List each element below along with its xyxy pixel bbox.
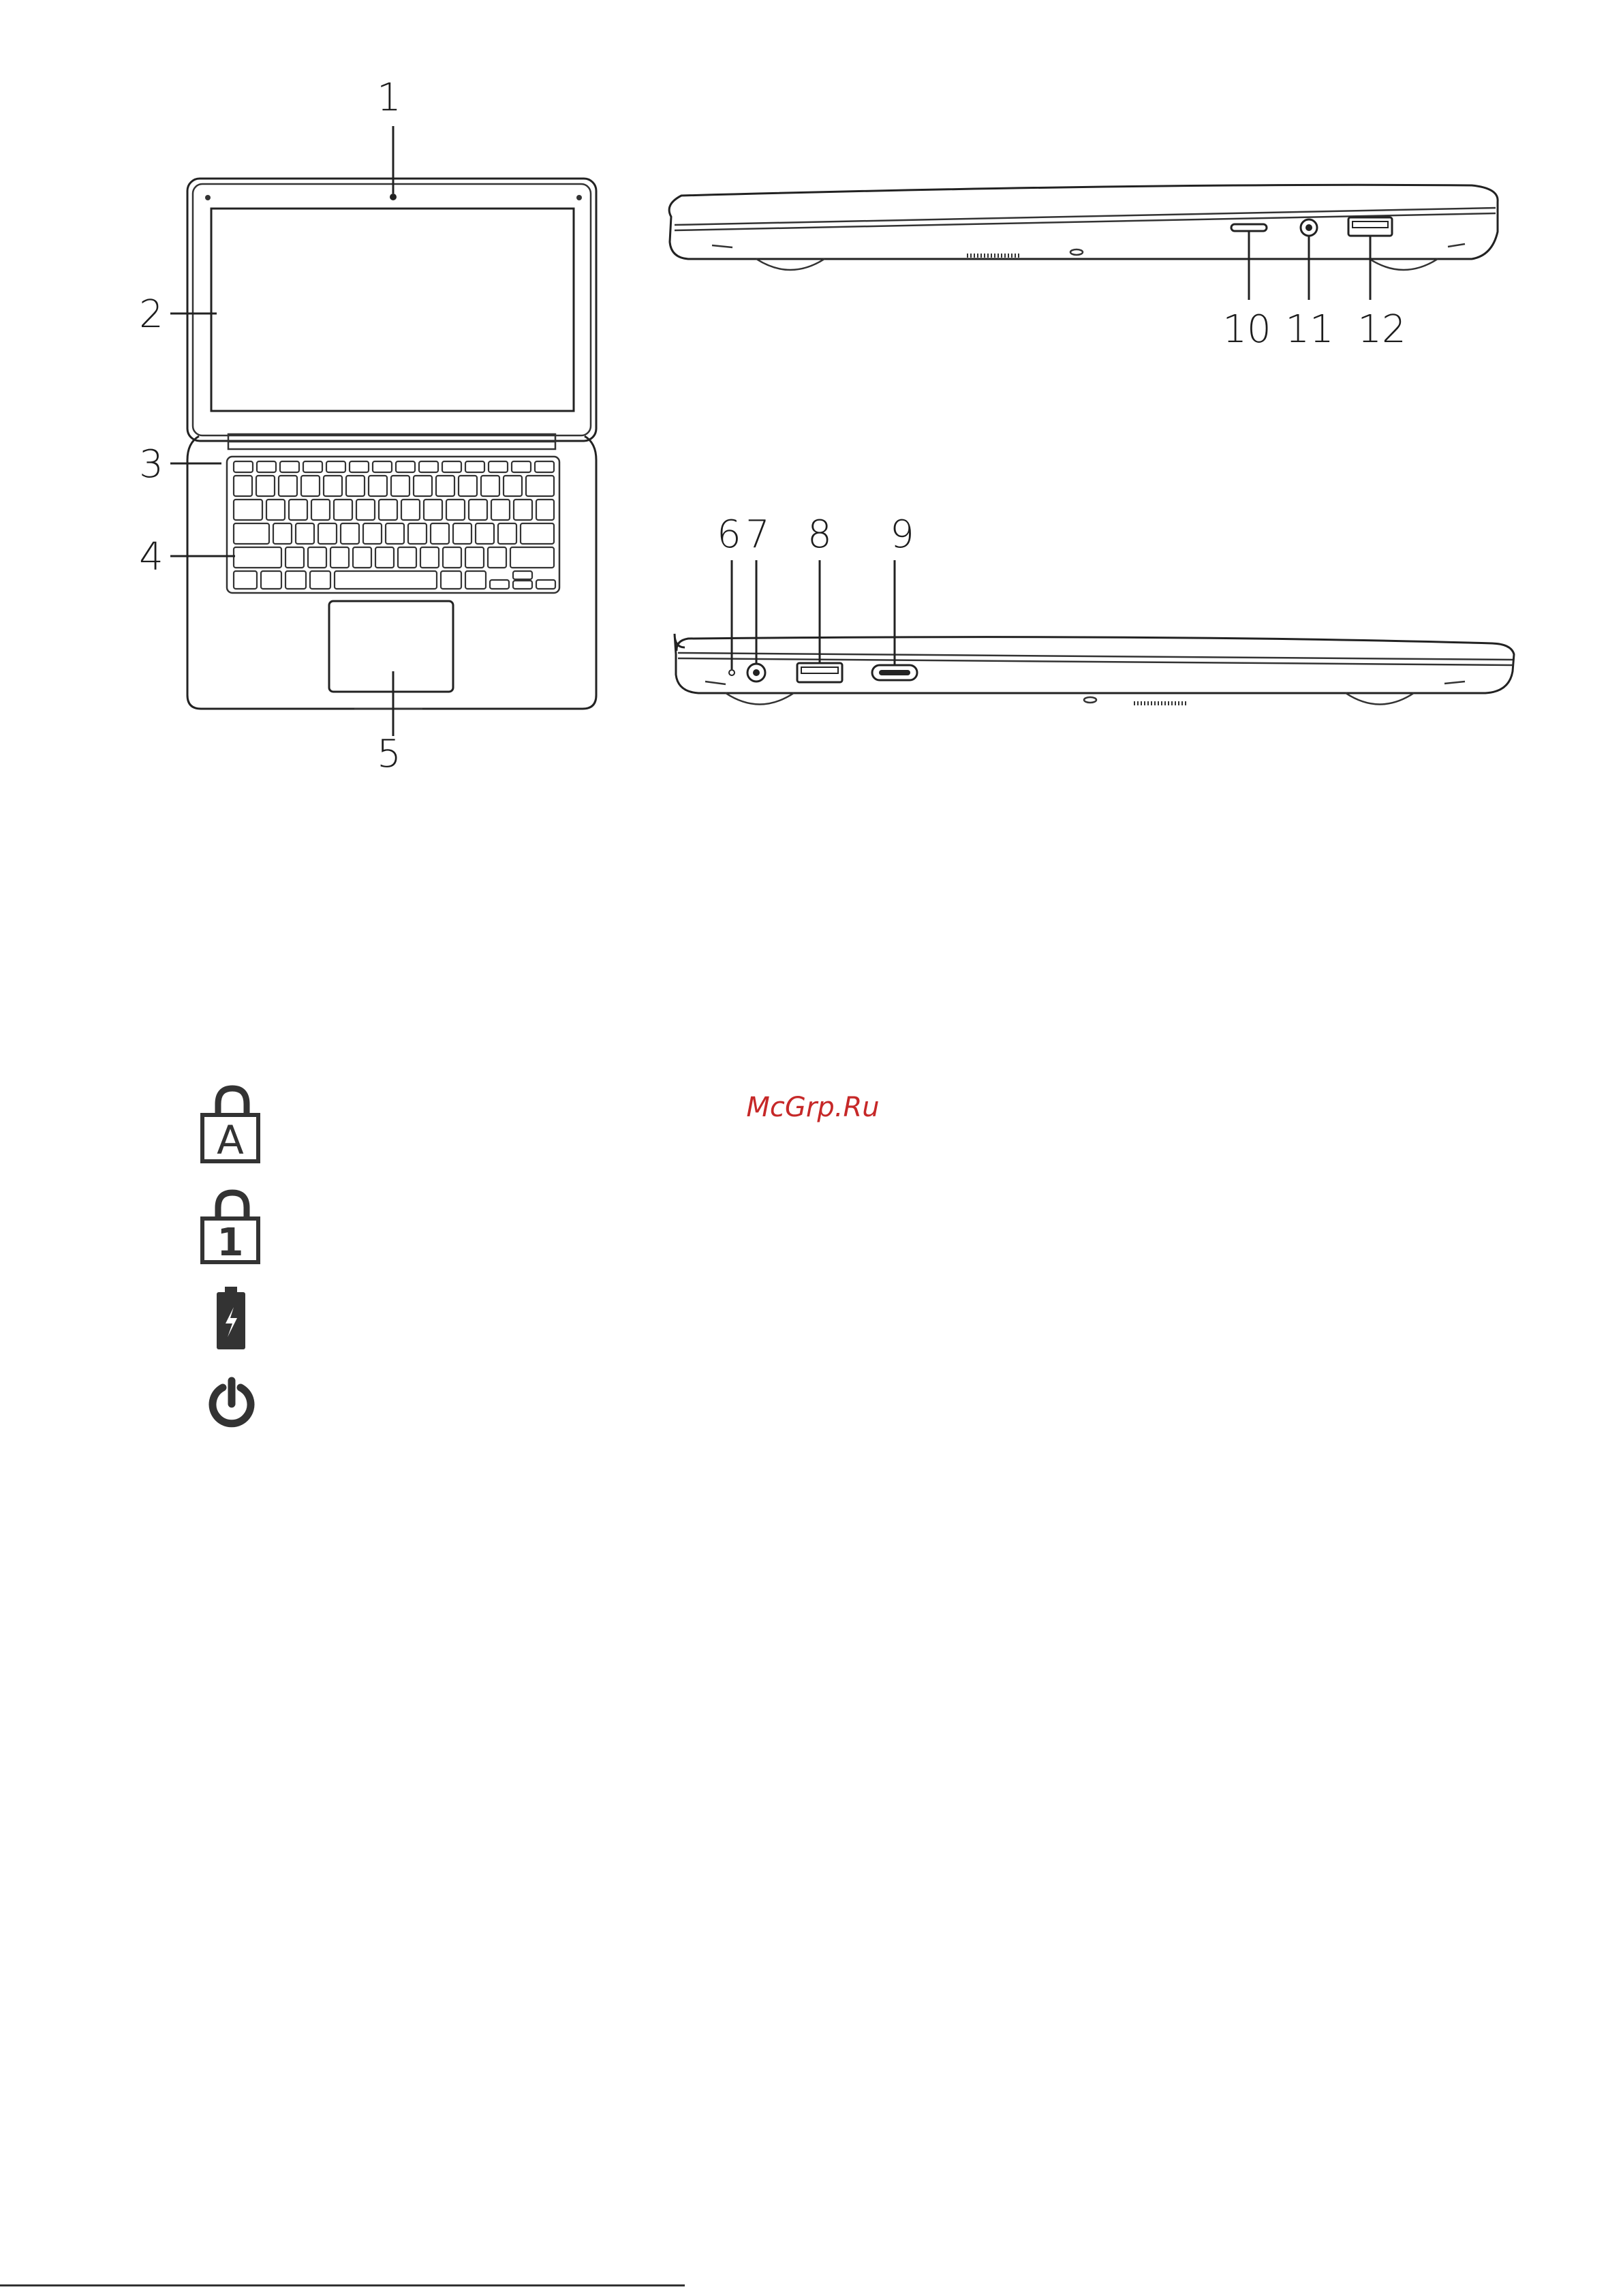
keyboard-key (375, 547, 394, 568)
keyboard-key (369, 476, 387, 496)
keyboard-key (341, 523, 359, 544)
callout-6: 6 (717, 512, 741, 557)
keyboard-key (234, 476, 252, 496)
laptop-right-side-view (669, 185, 1498, 270)
keyboard-key (491, 500, 510, 520)
keyboard-key (510, 547, 554, 568)
keyboard-key (535, 461, 554, 472)
callout-8: 8 (807, 512, 832, 557)
keyboard-key (465, 571, 486, 589)
arrow-up-key (513, 571, 532, 579)
microsd-card-slot (1231, 224, 1267, 231)
callout-12: 12 (1357, 307, 1406, 352)
keyboard-key (373, 461, 392, 472)
keyboard-key (363, 523, 382, 544)
arrow-right-key (536, 580, 555, 589)
keyboard-key (504, 476, 522, 496)
keyboard-key (334, 500, 352, 520)
keyboard-key (398, 547, 416, 568)
keyboard-key (285, 571, 306, 589)
callout-5: 5 (377, 732, 401, 776)
callouts-front (139, 76, 401, 776)
keyboard-key (419, 461, 438, 472)
keyboard-key (431, 523, 449, 544)
keyboard-key (459, 476, 477, 496)
keyboard-key (273, 523, 292, 544)
status-led (729, 670, 735, 675)
callout-3: 3 (139, 442, 164, 487)
keyboard-key (481, 476, 499, 496)
keyboard-key (498, 523, 516, 544)
keyboard-key (420, 547, 439, 568)
keyboard-key (526, 476, 554, 496)
arrow-down-key (513, 581, 532, 589)
spacebar-key (335, 571, 437, 589)
keyboard-key (324, 476, 342, 496)
callout-10: 10 (1222, 307, 1271, 352)
keyboard-key (308, 547, 326, 568)
keyboard-key (391, 476, 409, 496)
keyboard-key (285, 547, 304, 568)
keyboard-key (476, 523, 494, 544)
callouts-right-side (1222, 231, 1406, 352)
battery-charging-icon (217, 1287, 245, 1349)
keyboard-key (441, 571, 461, 589)
keyboard-key (443, 547, 461, 568)
keyboard-key (424, 500, 442, 520)
keyboard-key (234, 547, 281, 568)
keyboard-key (356, 500, 375, 520)
keyboard-key (512, 461, 531, 472)
keyboard (227, 457, 559, 593)
callout-2: 2 (139, 292, 164, 337)
power-icon (213, 1381, 251, 1424)
num-lock-glyph: 1 (217, 1221, 244, 1265)
keyboard-key (326, 461, 345, 472)
keyboard-key (234, 523, 269, 544)
callout-9: 9 (890, 512, 914, 557)
keyboard-key (469, 500, 487, 520)
keyboard-key (289, 500, 307, 520)
keyboard-key (346, 476, 365, 496)
keyboard-key (401, 500, 420, 520)
keyboard-key (465, 461, 484, 472)
keyboard-key (310, 571, 330, 589)
keyboard-key (446, 500, 465, 520)
keyboard-key (256, 476, 275, 496)
callout-11: 11 (1285, 307, 1334, 352)
webcam (390, 194, 397, 200)
keyboard-key (311, 500, 330, 520)
keyboard-key (514, 500, 532, 520)
keyboard-key (257, 461, 276, 472)
callout-7: 7 (745, 512, 770, 557)
keyboard-key (489, 461, 508, 472)
keyboard-key (296, 523, 314, 544)
keyboard-key (379, 500, 397, 520)
keyboard-key (442, 461, 461, 472)
laptop-front-view (187, 179, 596, 709)
keyboard-key (408, 523, 427, 544)
keyboard-key (261, 571, 281, 589)
keyboard-key (280, 461, 299, 472)
keyboard-key (350, 461, 369, 472)
touchpad (329, 601, 453, 692)
arrow-left-key (490, 580, 509, 589)
keyboard-key (488, 547, 506, 568)
keyboard-key (414, 476, 432, 496)
caps-lock-glyph: A (217, 1117, 244, 1163)
keyboard-key (234, 571, 257, 589)
callouts-left-side (717, 512, 914, 669)
keyboard-key (396, 461, 415, 472)
keyboard-key (521, 523, 554, 544)
keyboard-key (436, 476, 454, 496)
keyboard-key (453, 523, 472, 544)
keyboard-key (279, 476, 297, 496)
watermark: McGrp.Ru (746, 1092, 880, 1123)
keyboard-key (266, 500, 285, 520)
display-screen (211, 209, 574, 411)
footer-rule (0, 2284, 685, 2286)
keyboard-key (465, 547, 484, 568)
keyboard-key (234, 500, 262, 520)
keyboard-key (318, 523, 337, 544)
keyboard-key (386, 523, 404, 544)
keyboard-key (234, 461, 253, 472)
keyboard-key (330, 547, 349, 568)
keyboard-key (536, 500, 554, 520)
caps-lock-icon (202, 1088, 258, 1163)
callout-1: 1 (377, 76, 401, 120)
laptop-left-side-view (675, 634, 1514, 705)
keyboard-key (353, 547, 371, 568)
callout-4: 4 (139, 535, 164, 579)
keyboard-key (303, 461, 322, 472)
num-lock-icon (202, 1193, 258, 1265)
keyboard-key (301, 476, 320, 496)
